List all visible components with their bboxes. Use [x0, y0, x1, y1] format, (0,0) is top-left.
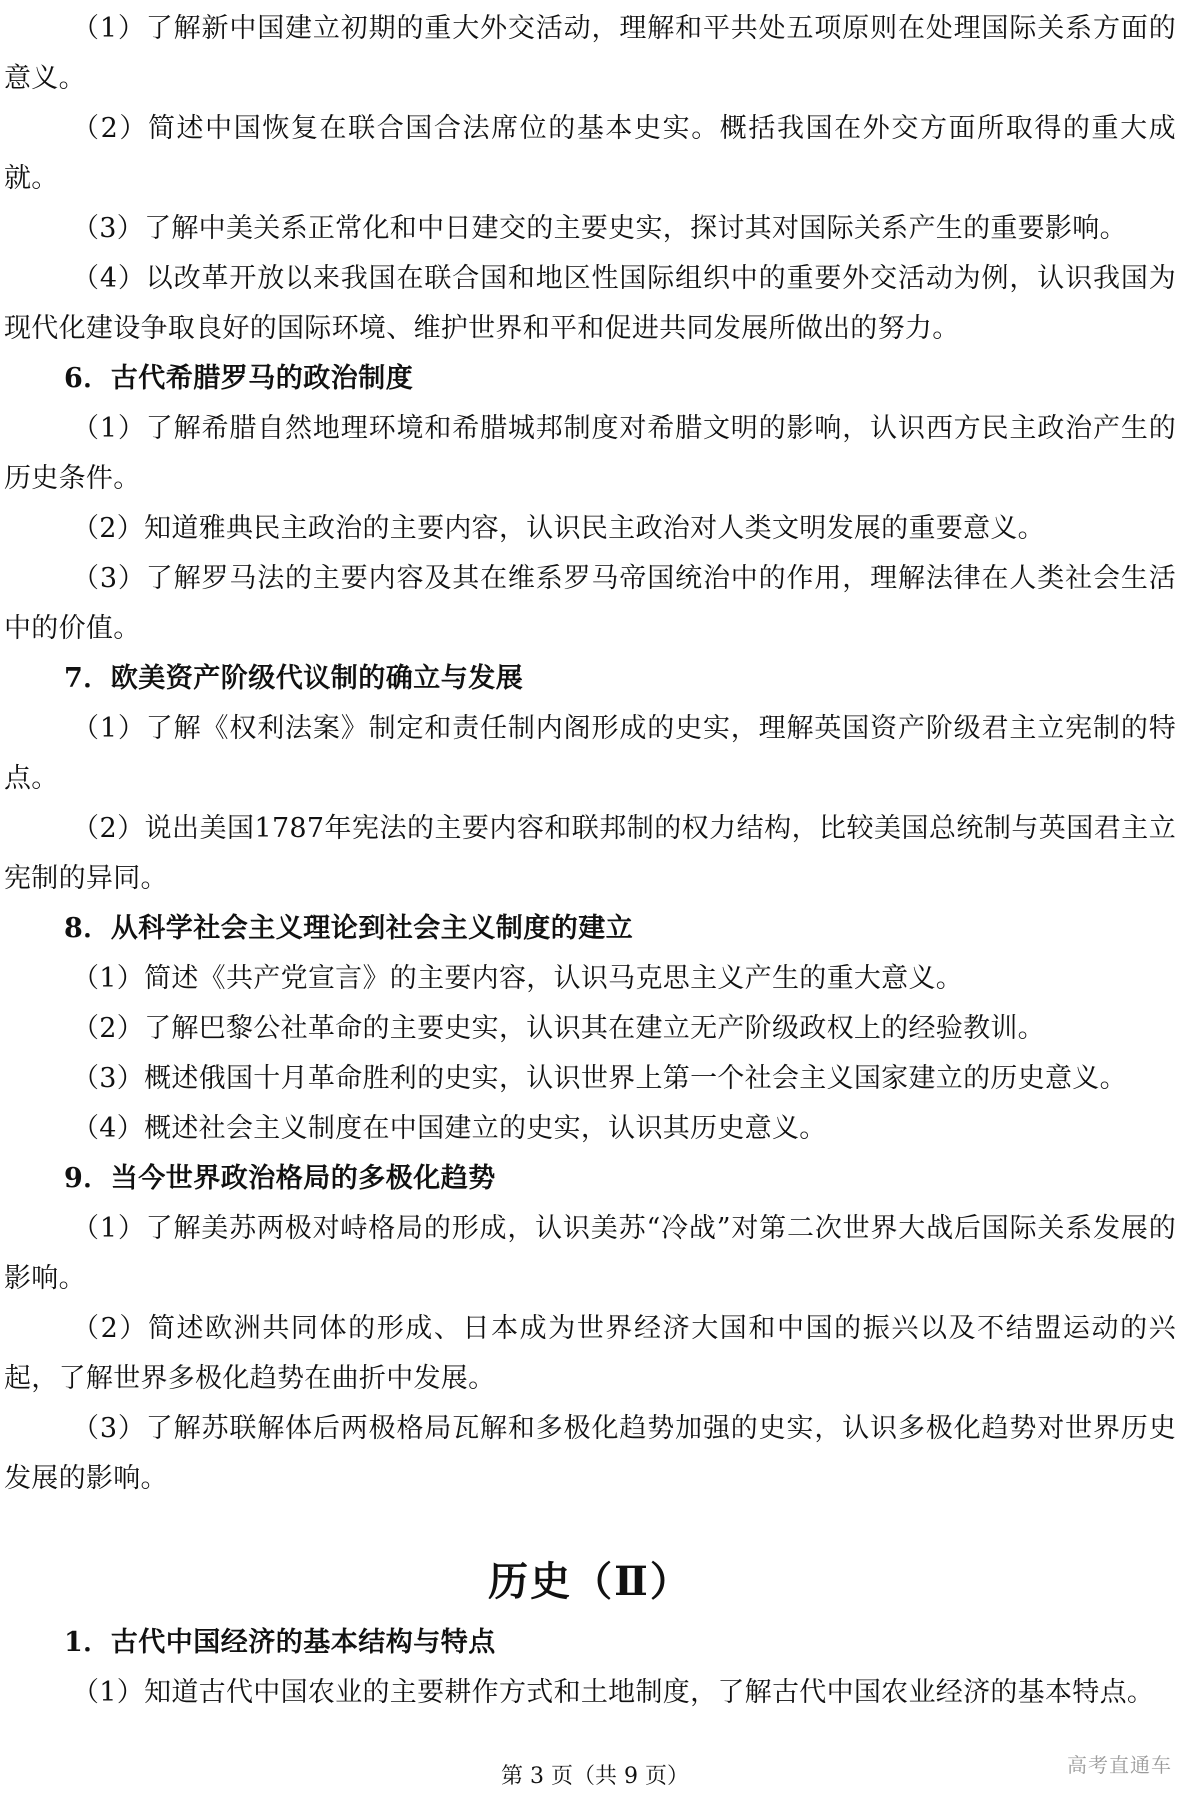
paragraph: （2）简述中国恢复在联合国合法席位的基本史实。概括我国在外交方面所取得的重大成就。	[4, 113, 1176, 194]
paragraph: （1）了解美苏两极对峙格局的形成，认识美苏“冷战”对第二次世界大战后国际关系发展的影响。	[4, 1213, 1176, 1294]
paragraph: （1）了解新中国建立初期的重大外交活动，理解和平共处五项原则在处理国际关系方面的意义。	[4, 13, 1176, 94]
paragraph: （3）了解罗马法的主要内容及其在维系罗马帝国统治中的作用，理解法律在人类社会生活中的价值。	[4, 563, 1176, 644]
part-title: 历史（Ⅱ）	[488, 1558, 692, 1605]
paragraph: （2）知道雅典民主政治的主要内容，认识民主政治对人类文明发展的重要意义。	[72, 513, 1045, 544]
section-heading: 9．当今世界政治格局的多极化趋势	[64, 1163, 496, 1194]
paragraph: （2）说出美国1787年宪法的主要内容和联邦制的权力结构，比较美国总统制与英国君主立宪制的异同。	[4, 813, 1176, 894]
page-body	[4, 4, 1176, 1718]
paragraph: （3）了解苏联解体后两极格局瓦解和多极化趋势加强的史实，认识多极化趋势对世界历史发展的影响。	[4, 1413, 1176, 1494]
paragraph: （4）概述社会主义制度在中国建立的史实，认识其历史意义。	[72, 1113, 827, 1144]
paragraph: （1）知道古代中国农业的主要耕作方式和土地制度，了解古代中国农业经济的基本特点。	[72, 1677, 1155, 1708]
paragraph: （3）概述俄国十月革命胜利的史实，认识世界上第一个社会主义国家建立的历史意义。	[72, 1063, 1127, 1094]
paragraph: （1）了解《权利法案》制定和责任制内阁形成的史实，理解英国资产阶级君主立宪制的特点。	[4, 713, 1176, 794]
paragraph: （1）简述《共产党宣言》的主要内容，认识马克思主义产生的重大意义。	[72, 963, 964, 994]
paragraph: （4）以改革开放以来我国在联合国和地区性国际组织中的重要外交活动为例，认识我国为现代化建设争取良好的国际环境、维护世界和平和促进共同发展所做出的努力。	[4, 263, 1176, 344]
paragraph: （2）了解巴黎公社革命的主要史实，认识其在建立无产阶级政权上的经验教训。	[72, 1013, 1045, 1044]
section-heading: 6．古代希腊罗马的政治制度	[64, 363, 414, 394]
paragraph: （1）了解希腊自然地理环境和希腊城邦制度对希腊文明的影响，认识西方民主政治产生的历史条件。	[4, 413, 1176, 494]
paragraph: （3）了解中美关系正常化和中日建交的主要史实，探讨其对国际关系产生的重要影响。	[72, 213, 1127, 244]
watermark-logo-text: 高考直通车	[1067, 1753, 1172, 1777]
section-heading: 7．欧美资产阶级代议制的确立与发展	[64, 663, 524, 694]
page-number-footer: 第 3 页（共 9 页）	[501, 1764, 689, 1789]
section-heading: 1．古代中国经济的基本结构与特点	[64, 1627, 496, 1658]
paragraph: （2）简述欧洲共同体的形成、日本成为世界经济大国和中国的振兴以及不结盟运动的兴起，了解世界多极化趋势在曲折中发展。	[4, 1313, 1176, 1394]
section-heading: 8．从科学社会主义理论到社会主义制度的建立	[64, 913, 634, 944]
